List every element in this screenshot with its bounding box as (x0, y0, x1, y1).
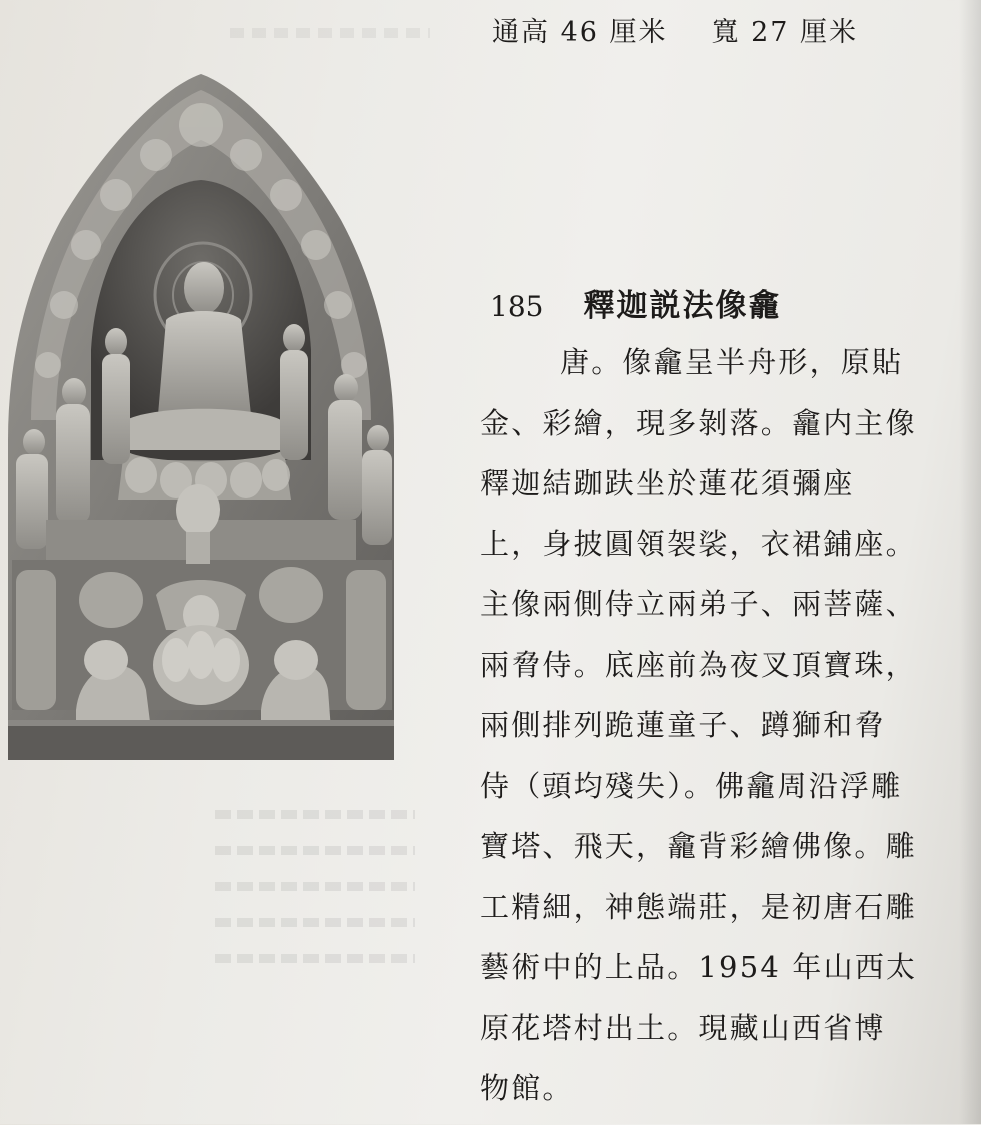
entry-title: 釋迦説法像龕 (583, 288, 782, 324)
description-line: 兩側排列跪蓮童子、蹲獅和脅 (480, 708, 886, 742)
description-line: 上，身披圓領袈裟，衣裙鋪座。 (480, 526, 917, 561)
description-line: 唐。像龕呈半舟形，原貼 (560, 345, 904, 379)
description-line: 侍（頭均殘失）。佛龕周沿浮雕 (480, 768, 903, 803)
show-through-text (215, 810, 415, 1000)
height-dimension: 通高 46 厘米 (492, 17, 668, 48)
dimensions-line (492, 10, 858, 49)
description-line: 兩脅侍。底座前為夜叉頂寶珠， (480, 647, 917, 682)
description-line: 藝術中的上品。1954 年山西太 (480, 950, 918, 984)
page-gutter-shadow (959, 0, 981, 1124)
width-dimension: 寬 27 厘米 (711, 17, 859, 48)
description-line: 主像兩側侍立兩弟子、兩菩薩、 (480, 587, 917, 621)
description-line: 原花塔村出土。現藏山西省博 (480, 1010, 886, 1045)
buddha-niche-photo (6, 70, 396, 765)
description-line: 金、彩繪，現多剝落。龕内主像 (480, 405, 917, 440)
description-line: 工精細，神態端莊，是初唐石雕 (480, 889, 917, 924)
entry-number: 185 (490, 290, 544, 323)
show-through-text (230, 28, 430, 38)
entry-heading (490, 280, 781, 325)
description-line: 寶塔、飛天，龕背彩繪佛像。雕 (480, 829, 917, 863)
description-line: 物館。 (480, 1071, 574, 1105)
entry-description (480, 338, 940, 1125)
description-line: 釋迦結跏趺坐於蓮花須彌座 (480, 466, 855, 500)
